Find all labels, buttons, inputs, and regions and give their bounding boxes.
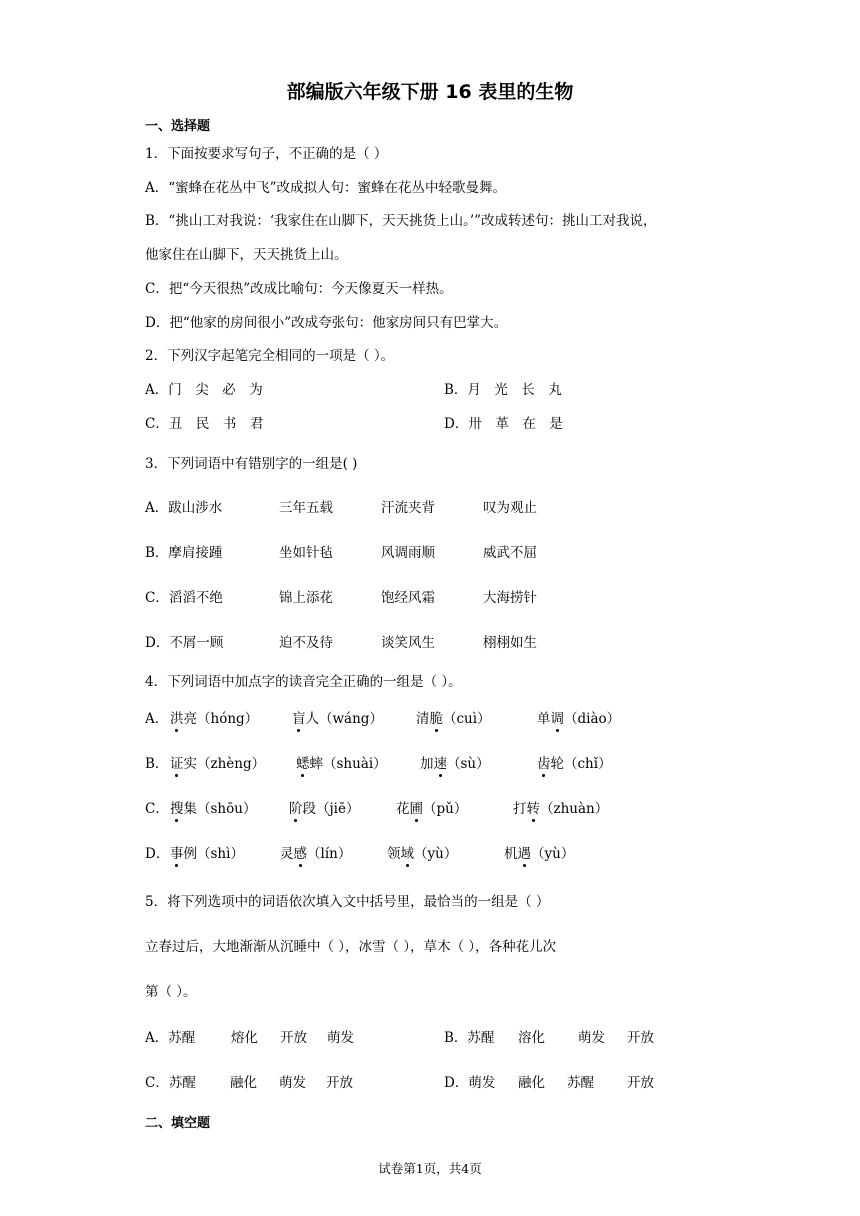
q1-stem: 1．下面按要求写句子，不正确的是（ ） bbox=[145, 146, 388, 162]
q4-b-item4: 齿轮（chǐ） bbox=[537, 752, 612, 772]
q4-b-item1: 证实（zhèng） bbox=[170, 752, 265, 772]
q2-stem: 2．下列汉字起笔完全相同的一项是（ ）。 bbox=[145, 348, 395, 364]
q3-b-w1: B．摩肩接踵 bbox=[145, 545, 223, 561]
q4-b-label: B． bbox=[145, 756, 169, 772]
q2-option-b: B．月 光 长 丸 bbox=[444, 382, 562, 398]
q5-a-w2: 熔化 bbox=[231, 1030, 258, 1046]
q4-dotted-char: 调 bbox=[551, 707, 565, 727]
q3-b-w2: 坐如针毡 bbox=[279, 545, 333, 561]
q4-dotted-char: 蟋 bbox=[296, 752, 310, 772]
q4-b-item2: 蟋蟀（shuài） bbox=[296, 752, 387, 772]
q5-c-w2: 融化 bbox=[230, 1075, 257, 1091]
q4-a-item4: 单调（diào） bbox=[537, 707, 620, 727]
q1-option-d: D．把“他家的房间很小”改成夸张句：他家房间只有巴掌大。 bbox=[145, 315, 508, 331]
q5-c-w4: 开放 bbox=[326, 1075, 353, 1091]
q3-c-w2: 锦上添花 bbox=[279, 590, 333, 606]
q3-d-w4: 栩栩如生 bbox=[483, 635, 537, 651]
q5-d-w3: 苏醒 bbox=[567, 1075, 594, 1091]
q4-a-item1: 洪亮（hóng） bbox=[170, 707, 258, 727]
q3-b-w4: 威武不屈 bbox=[483, 545, 537, 561]
q4-stem: 4．下列词语中加点字的读音完全正确的一组是（ ）。 bbox=[145, 674, 462, 690]
q5-b-w2: 溶化 bbox=[518, 1030, 545, 1046]
q3-c-w3: 饱经风霜 bbox=[381, 590, 435, 606]
q4-dotted-char: 盲 bbox=[292, 707, 306, 727]
q5-c-w3: 萌发 bbox=[279, 1075, 306, 1091]
q5-d-w2: 融化 bbox=[518, 1075, 545, 1091]
q4-a-label: A． bbox=[145, 711, 169, 727]
q5-b-w4: 开放 bbox=[627, 1030, 654, 1046]
q5-stem: 5．将下列选项中的词语依次填入文中括号里，最恰当的一组是（ ） bbox=[145, 894, 550, 910]
q4-dotted-char: 洪 bbox=[170, 707, 184, 727]
q4-d-item4: 机遇（yù） bbox=[504, 842, 574, 862]
q4-dotted-char: 遇 bbox=[518, 842, 532, 862]
q4-c-item1: 搜集（shōu） bbox=[170, 797, 256, 817]
q4-dotted-char: 搜 bbox=[170, 797, 184, 817]
q4-c-item4: 打转（zhuàn） bbox=[513, 797, 608, 817]
section-heading-choice: 一、选择题 bbox=[145, 119, 211, 134]
q1-option-b-line1: B．“挑山工对我说：‘我家住在山脚下，天天挑货上山。’”改成转述句：挑山工对我说， bbox=[145, 213, 657, 229]
q3-a-w2: 三年五载 bbox=[279, 500, 333, 516]
q3-c-w4: 大海捞针 bbox=[483, 590, 537, 606]
q5-a-w4: 萌发 bbox=[327, 1030, 354, 1046]
q5-a-w1: A．苏醒 bbox=[145, 1030, 196, 1046]
q1-option-c: C．把“今天很热”改成比喻句：今天像夏天一样热。 bbox=[145, 281, 453, 297]
q3-a-w4: 叹为观止 bbox=[483, 500, 537, 516]
q5-passage-line2: 第（ ）。 bbox=[145, 984, 197, 1000]
q4-d-item1: 事例（shì） bbox=[170, 842, 244, 862]
q4-a-item2: 盲人（wáng） bbox=[292, 707, 383, 727]
page-title: 部编版六年级下册 16 表里的生物 bbox=[286, 81, 574, 103]
q4-d-label: D． bbox=[145, 846, 170, 862]
q5-b-w1: B．苏醒 bbox=[444, 1030, 495, 1046]
q4-dotted-char: 域 bbox=[401, 842, 415, 862]
q2-option-d: D．卅 革 在 是 bbox=[444, 416, 563, 432]
q4-dotted-char: 感 bbox=[294, 842, 308, 862]
q5-d-w1: D．萌发 bbox=[444, 1075, 496, 1091]
q3-d-w2: 迫不及待 bbox=[279, 635, 333, 651]
page-footer: 试卷第1页，共4页 bbox=[378, 1161, 482, 1176]
q4-c-item2: 阶段（jiē） bbox=[289, 797, 360, 817]
q4-c-label: C． bbox=[145, 801, 169, 817]
q4-b-item3: 加速（sù） bbox=[420, 752, 490, 772]
q4-c-item3: 花圃（pǔ） bbox=[396, 797, 467, 817]
q3-stem: 3．下列词语中有错别字的一组是( ) bbox=[145, 456, 358, 472]
q1-option-b-line2: 他家住在山脚下，天天挑货上山。 bbox=[145, 247, 348, 263]
q2-option-c: C．丑 民 书 君 bbox=[145, 416, 264, 432]
q5-c-w1: C．苏醒 bbox=[145, 1075, 196, 1091]
q4-dotted-char: 事 bbox=[170, 842, 184, 862]
q4-dotted-char: 速 bbox=[434, 752, 448, 772]
q2-option-a: A．门 尖 必 为 bbox=[145, 382, 263, 398]
q3-b-w3: 风调雨顺 bbox=[381, 545, 435, 561]
q4-dotted-char: 证 bbox=[170, 752, 184, 772]
q4-d-item3: 领域（yù） bbox=[387, 842, 457, 862]
section-heading-fill: 二、填空题 bbox=[145, 1116, 211, 1131]
q5-a-w3: 开放 bbox=[280, 1030, 307, 1046]
q4-a-item3: 清脆（cuì） bbox=[416, 707, 491, 727]
q3-a-w3: 汗流夹背 bbox=[381, 500, 435, 516]
q3-d-w3: 谈笑风生 bbox=[381, 635, 435, 651]
q5-d-w4: 开放 bbox=[627, 1075, 654, 1091]
q4-dotted-char: 圃 bbox=[410, 797, 424, 817]
q4-dotted-char: 脆 bbox=[430, 707, 444, 727]
q4-d-item2: 灵感（lín） bbox=[280, 842, 351, 862]
q4-dotted-char: 转 bbox=[527, 797, 541, 817]
q3-c-w1: C．滔滔不绝 bbox=[145, 590, 223, 606]
q5-passage-line1: 立春过后，大地渐渐从沉睡中（ ），冰雪（ ），草木（ ），各种花儿次 bbox=[145, 939, 557, 955]
q4-dotted-char: 齿 bbox=[537, 752, 551, 772]
q4-dotted-char: 阶 bbox=[289, 797, 303, 817]
q5-b-w3: 萌发 bbox=[578, 1030, 605, 1046]
q3-d-w1: D．不屑一顾 bbox=[145, 635, 224, 651]
q1-option-a: A．“蜜蜂在花丛中飞”改成拟人句：蜜蜂在花丛中轻歌曼舞。 bbox=[145, 180, 507, 196]
q3-a-w1: A．跋山涉水 bbox=[145, 500, 223, 516]
